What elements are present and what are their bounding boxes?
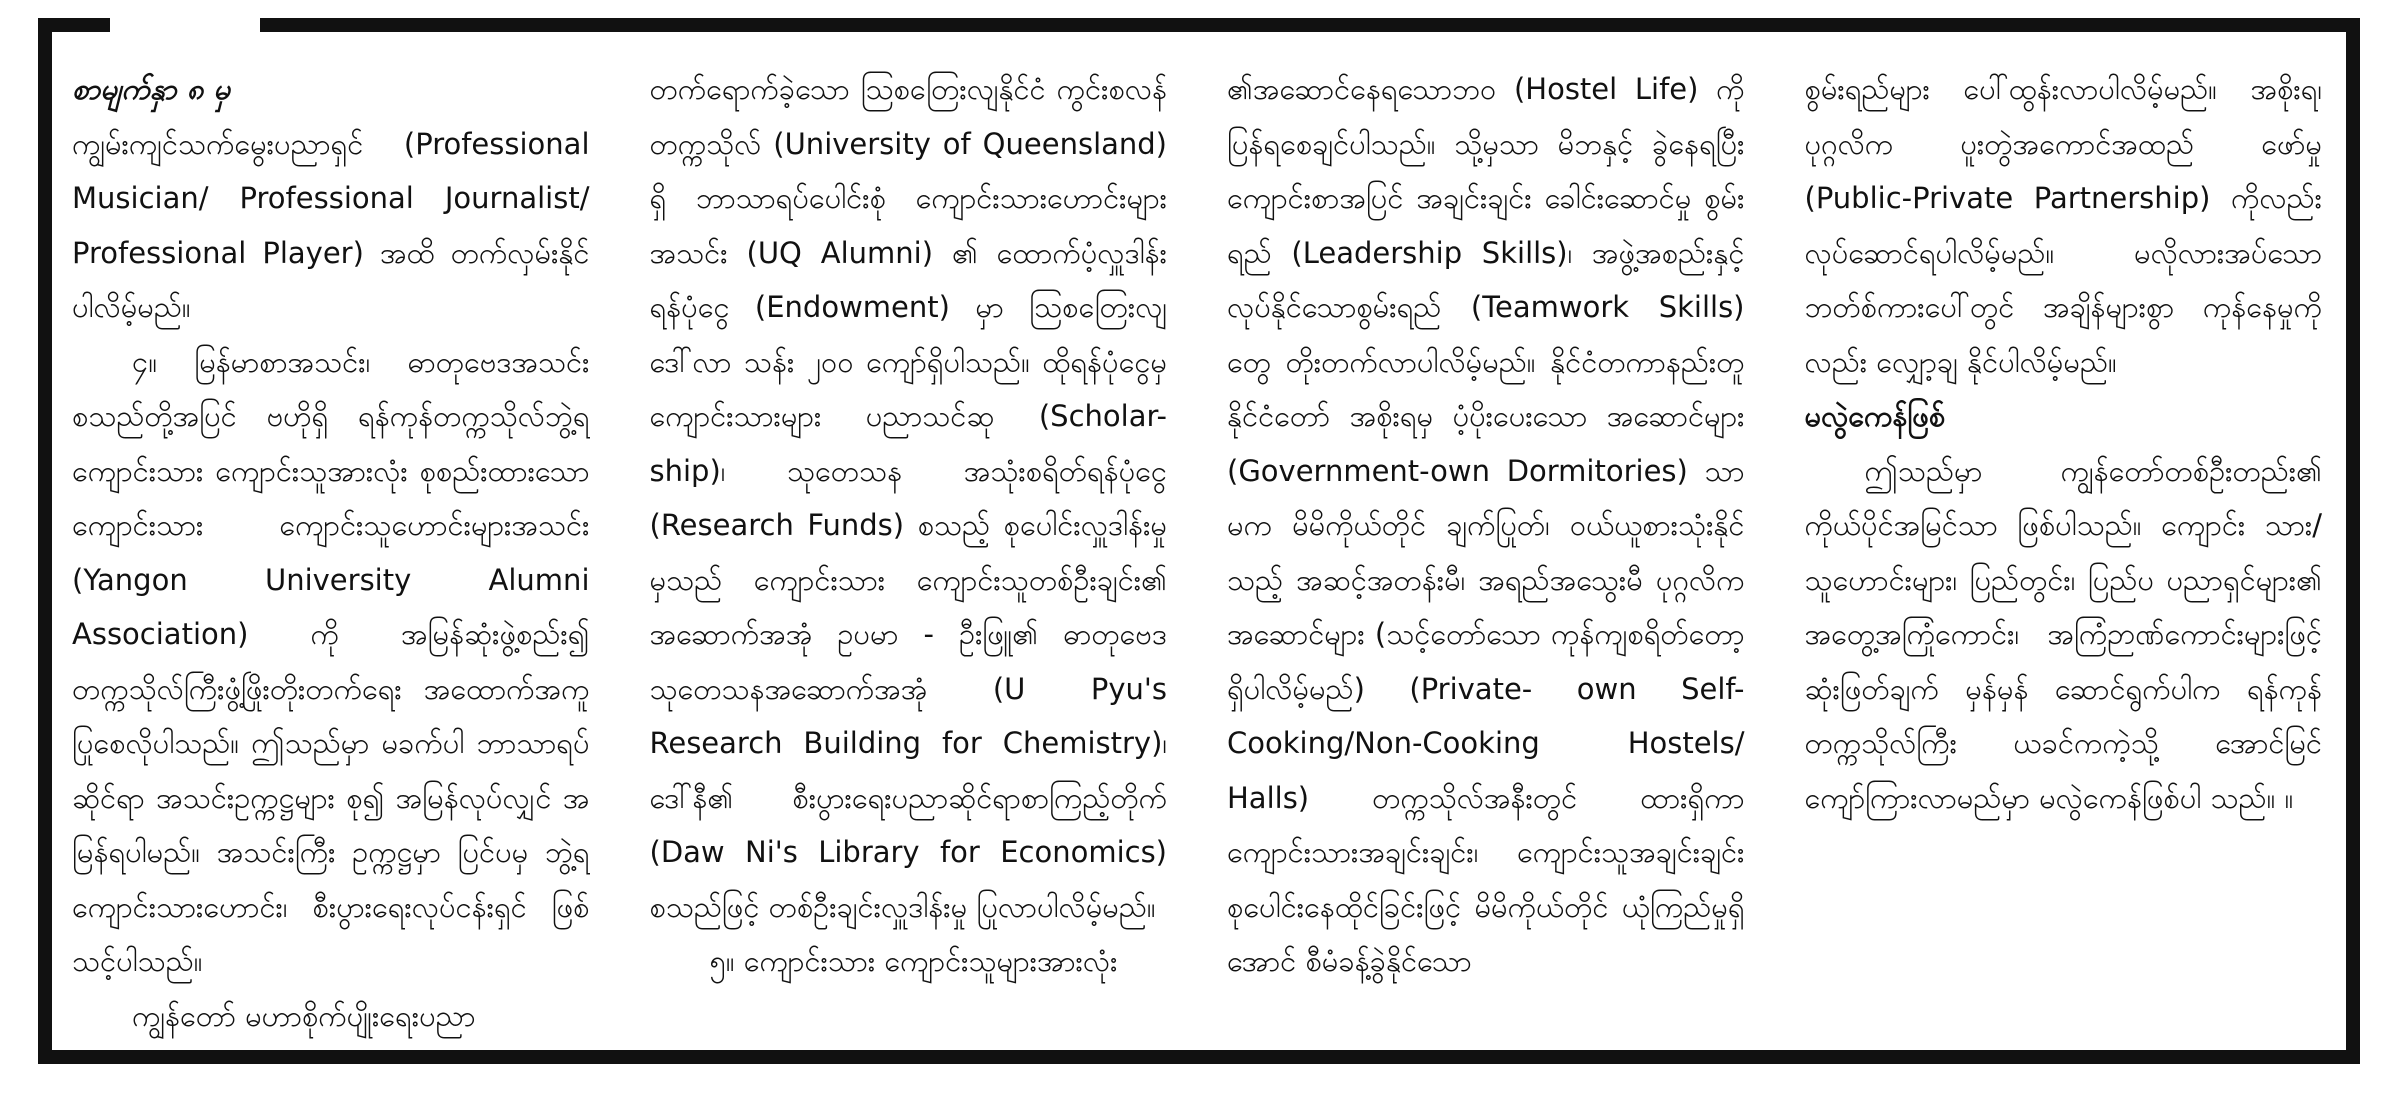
paragraph: ၄။ မြန်မာစာအသင်း၊ ဓာတုဗေဒအသင်း စသည်တို့အပြင် ဗဟိုရှိ ရန်ကုန်တက္ကသိုလ်ဘွဲ့ရကျောင်းသား ကျောင်းသူအားလုံး စုစည်းထားသော ကျောင်းသား ကျောင်းသူဟောင်းများအသင်း (Yangon University Alumni Association) ကို အမြန်ဆုံးဖွဲ့စည်း၍ တက္ကသိုလ်ကြီးဖွံ့ဖြိုးတိုးတက်ရေး အထောက်အကူပြုစေလိုပါသည်။ ဤသည်မှာ မခက်ပါ ဘာသာရပ်ဆိုင်ရာ အသင်းဥက္ကဋ္ဌများ စု၍ အမြန်လုပ်လျှင် အမြန်ရပါမည်။ အသင်းကြီး ဥက္ကဋ္ဌမှာ ပြင်ပမှ ဘွဲ့ရကျောင်းသားဟောင်း၊ စီးပွားရေးလုပ်ငန်းရှင် ဖြစ်သင့်ပါသည်။ xyxy=(72,344,590,978)
continued-from-kicker: စာမျက်နှာ ၈ မှ xyxy=(72,72,230,106)
column-4 xyxy=(1805,62,2323,1042)
paragraph: တက်ရောက်ခဲ့သော ဩစတြေးလျနိုင်ငံ ကွင်းစလန်တက္ကသိုလ် (University of Queensland) ရှိ ဘာသာရပ်ပေါင်းစုံ ကျောင်းသားဟောင်းများအသင်း (UQ Alumni) ၏ ထောက်ပံ့လှူဒါန်းရန်ပုံငွေ (Endowment) မှာ ဩစတြေးလျဒေါ်လာ သန်း ၂၀၀ ကျော်ရှိပါသည်။ ထိုရန်ပုံငွေမှ ကျောင်းသားများ ပညာသင်ဆု (Scholar- ship)၊ သုတေသန အသုံးစရိတ်ရန်ပုံငွေ (Research Funds) စသည့် စုပေါင်းလှူဒါန်းမှုမှသည် ကျောင်းသား ကျောင်းသူတစ်ဦးချင်း၏ အဆောက်အအုံ ဥပမာ - ဦးဖြူ၏ ဓာတုဗေဒ သုတေသနအဆောက်အအုံ (U Pyu's Research Building for Chemistry)၊ ဒေါ်နီ၏ စီးပွားရေးပညာဆိုင်ရာစာကြည့်တိုက် (Daw Ni's Library for Economics) စသည်ဖြင့် တစ်ဦးချင်းလှူဒါန်းမှု ပြုလာပါလိမ့်မည်။ xyxy=(649,72,1167,924)
paragraph: ဤသည်မှာ ကျွန်တော်တစ်ဦးတည်း၏ ကိုယ်ပိုင်အမြင်သာ ဖြစ်ပါသည်။ ကျောင်း သား/ သူဟောင်းများ၊ ပြည်တွင်း၊ ပြည်ပ ပညာရှင်များ၏ အတွေ့အကြုံကောင်း၊ အကြံဉာဏ်ကောင်းများဖြင့် ဆုံးဖြတ်ချက် မှန်မှန် ဆောင်ရွက်ပါက ရန်ကုန် တက္ကသိုလ်ကြီး ယခင်ကကဲ့သို့ အောင်မြင် ကျော်ကြားလာမည်မှာ မလွဲကေန်ဖြစ်ပါ သည်။ ။ xyxy=(1804,453,2322,815)
column-3 xyxy=(1227,62,1745,1042)
section-subheading: မလွဲကေန်ဖြစ် xyxy=(1804,399,1946,433)
paragraph: ကျွမ်းကျင်သက်မွေးပညာရှင် (Professional Musician/ Professional Journalist/ Professional Player) အထိ တက်လှမ်းနိုင်ပါလိမ့်မည်။ xyxy=(72,126,590,324)
column-2 xyxy=(650,62,1168,1042)
paragraph: ကျွန်တော် မဟာစိုက်ပျိုးရေးပညာ xyxy=(132,998,476,1033)
paragraph: ၅။ ကျောင်းသား ကျောင်းသူများအားလုံး xyxy=(709,944,1118,978)
paragraph: စွမ်းရည်များ ပေါ်ထွန်းလာပါလိမ့်မည်။ အစိုးရ၊ ပုဂ္ဂလိက ပူးတွဲအကောင်အထည် ဖော်မှု (Public-Private Partnership) ကိုလည်း လုပ်ဆောင်ရပါလိမ့်မည်။ မလိုလားအပ်သော ဘတ်စ်ကားပေါ်တွင် အချိန်များစွာ ကုန်နေမှုကိုလည်း လျှော့ချ နိုင်ပါလိမ့်မည်။ xyxy=(1804,72,2322,379)
paragraph: ၏အဆောင်နေရသောဘဝ (Hostel Life) ကို ပြန်ရစေချင်ပါသည်။ သို့မှသာ မိဘနှင့် ခွဲနေရပြီး ကျောင်းစာအပြင် အချင်းချင်း ခေါင်းဆောင်မှု စွမ်းရည် (Leadership Skills)၊ အဖွဲ့အစည်းနှင့် လုပ်နိုင်သောစွမ်းရည် (Teamwork Skills) တွေ တိုးတက်လာပါလိမ့်မည်။ နိုင်ငံတကာနည်းတူ နိုင်ငံတော် အစိုးရမှ ပံ့ပိုးပေးသော အဆောင်များ (Government-own Dormitories) သာမက မိမိကိုယ်တိုင် ချက်ပြုတ်၊ ဝယ်ယူစားသုံးနိုင်သည့် အဆင့်အတန်းမီ၊ အရည်အသွေးမီ ပုဂ္ဂလိကအဆောင်များ (သင့်တော်သော ကုန်ကျစရိတ်တော့ ရှိပါလိမ့်မည်) (Private- own Self-Cooking/Non-Cooking Hostels/ Halls) တက္ကသိုလ်အနီးတွင် ထားရှိကာ ကျောင်းသားအချင်းချင်း၊ ကျောင်းသူအချင်းချင်း စုပေါင်းနေထိုင်ခြင်းဖြင့် မိမိကိုယ်တိုင် ယုံကြည်မှုရှိအောင် စီမံခန့်ခွဲနိုင်သော xyxy=(1227,72,1745,978)
article-body xyxy=(72,62,2322,1042)
column-1 xyxy=(72,62,590,1042)
frame-notch xyxy=(110,10,260,40)
